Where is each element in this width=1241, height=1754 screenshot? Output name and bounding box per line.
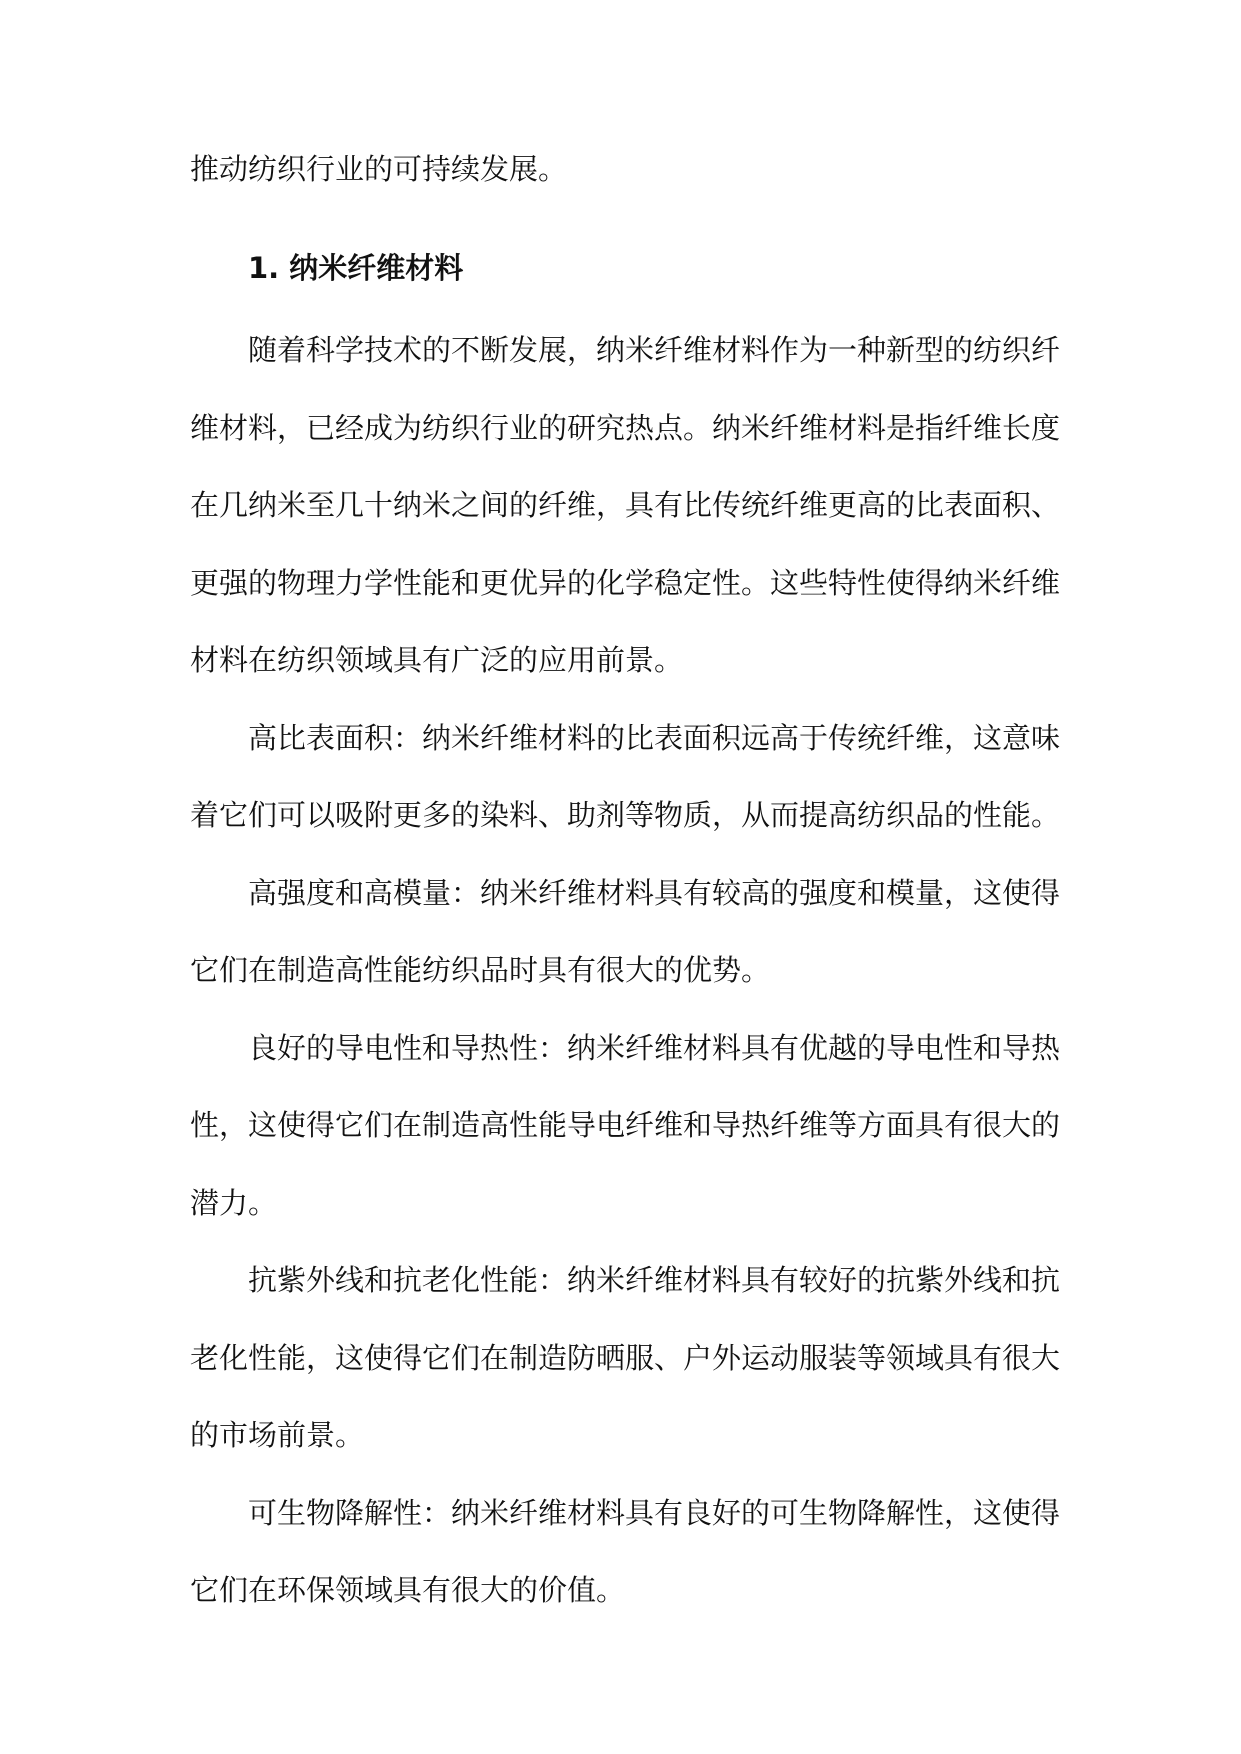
- paragraph-3-line-2: 它们在制造高性能纺织品时具有很大的优势。: [190, 953, 771, 987]
- paragraph-1-line-1: 随着科学技术的不断发展，纳米纤维材料作为一种新型的纺织纤: [248, 333, 1061, 367]
- paragraph-5-line-2: 老化性能，这使得它们在制造防晒服、户外运动服装等领域具有很大: [190, 1341, 1061, 1375]
- paragraph-1-line-5: 材料在纺织领域具有广泛的应用前景。: [190, 643, 684, 677]
- paragraph-6-line-2: 它们在环保领域具有很大的价值。: [190, 1573, 626, 1607]
- paragraph-4-line-1: 良好的导电性和导热性：纳米纤维材料具有优越的导电性和导热: [248, 1031, 1061, 1065]
- text-line-continuation: 推动纺织行业的可持续发展。: [190, 152, 568, 186]
- paragraph-5-line-3: 的市场前景。: [190, 1418, 365, 1452]
- paragraph-4-line-3: 潜力。: [190, 1186, 278, 1220]
- paragraph-1-line-2: 维材料，已经成为纺织行业的研究热点。纳米纤维材料是指纤维长度: [190, 411, 1061, 445]
- paragraph-2-line-2: 着它们可以吸附更多的染料、助剂等物质，从而提高纺织品的性能。: [190, 798, 1061, 832]
- paragraph-2-line-1: 高比表面积：纳米纤维材料的比表面积远高于传统纤维，这意味: [248, 721, 1061, 755]
- paragraph-3-line-1: 高强度和高模量：纳米纤维材料具有较高的强度和模量，这使得: [248, 876, 1061, 910]
- paragraph-1-line-4: 更强的物理力学性能和更优异的化学稳定性。这些特性使得纳米纤维: [190, 566, 1061, 600]
- paragraph-5-line-1: 抗紫外线和抗老化性能：纳米纤维材料具有较好的抗紫外线和抗: [248, 1263, 1061, 1297]
- paragraph-6-line-1: 可生物降解性：纳米纤维材料具有良好的可生物降解性，这使得: [248, 1496, 1061, 1530]
- paragraph-1-line-3: 在几纳米至几十纳米之间的纤维，具有比传统纤维更高的比表面积、: [190, 488, 1061, 522]
- paragraph-4-line-2: 性，这使得它们在制造高性能导电纤维和导热纤维等方面具有很大的: [190, 1108, 1061, 1142]
- section-heading: 1. 纳米纤维材料: [248, 251, 464, 285]
